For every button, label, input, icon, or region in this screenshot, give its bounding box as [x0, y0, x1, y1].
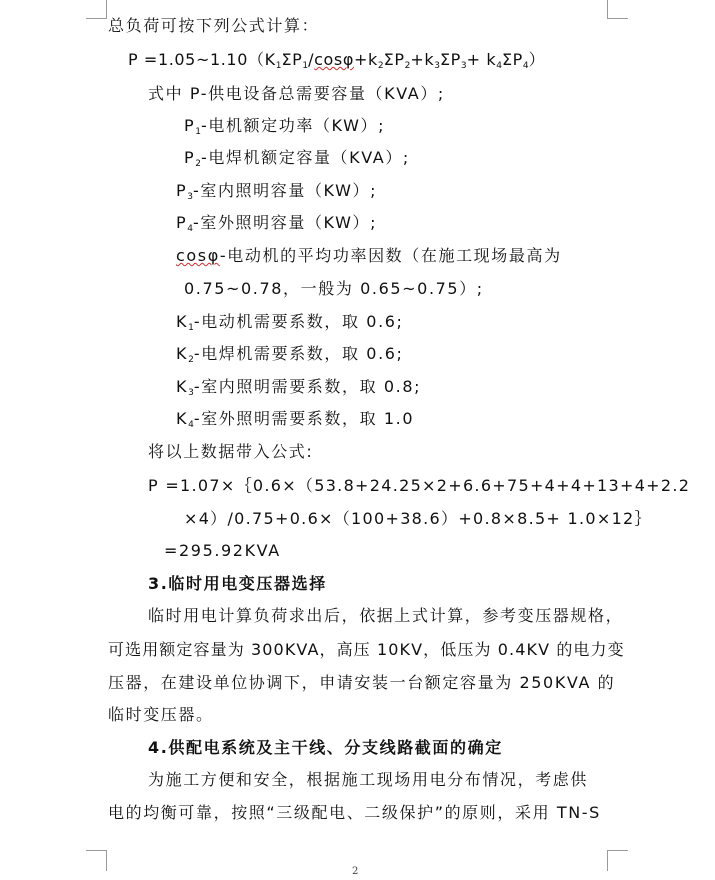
- def-p3: $P_3-$室内照明容量（KW）;: [176, 181, 378, 202]
- para3-line-2: 可选用额定容量为 300KVA，高压 10KV，低压为 0.4KV 的电力变: [108, 640, 625, 659]
- calc-line-2: ×4）/0.75+0.6×（100+38.6）+0.8×8.5+ 1.0×12｝: [184, 509, 652, 528]
- calc-result: =295.92KVA: [164, 541, 281, 560]
- substitute-line: 将以上数据带入公式:: [148, 442, 314, 461]
- intro-text: 总负荷可按下列公式计算：: [108, 16, 320, 35]
- para4-line-2: 电的均衡可靠，按照“三级配电、二级保护”的原则，采用 TN-S: [108, 803, 601, 822]
- section-heading-3: 3.临时用电变压器选择: [148, 574, 327, 593]
- cos-phi-term: cosφ: [314, 50, 355, 69]
- para4-line-1: 为施工方便和安全，根据施工现场用电分布情况，考虑供: [148, 770, 589, 789]
- crop-mark-top-left: [86, 0, 107, 19]
- def-k2: $K_2-$电焊机需要系数，取 0.6;: [176, 344, 404, 365]
- where-line: 式中 P-供电设备总需要容量（KVA）;: [148, 84, 445, 103]
- page-number: 2: [352, 866, 359, 877]
- def-p1: $P_1-$电机额定功率（KW）;: [184, 116, 386, 137]
- def-k4: $K_4-$室外照明需要系数，取 1.0: [176, 409, 415, 430]
- def-k1: $K_1-$电动机需要系数，取 0.6;: [176, 312, 404, 333]
- section-heading-4: 4.供配电系统及主干线、分支线路截面的确定: [148, 738, 503, 757]
- def-k3: $K_3-$室内照明需要系数，取 0.8;: [176, 377, 422, 398]
- para3-line-3: 压器，在建设单位协调下，申请安装一台额定容量为 250KVA 的: [108, 673, 616, 692]
- cos-phi-symbol: cosφ: [176, 246, 220, 265]
- def-cos-phi: cosφ-电动机的平均功率因数（在施工现场最高为: [176, 246, 562, 265]
- load-formula: $P =1.05\sim 1.10(K_1\Sigma P_1/\cos\varphi+k_2\Sigma P_2+k_3\Sigma P_3+ k_4\Sigma P_4)$: [128, 50, 546, 71]
- def-cos-phi-range: 0.75~0.78，一般为 0.65~0.75）;: [184, 279, 484, 298]
- crop-mark-bottom-right: [607, 850, 628, 871]
- crop-mark-top-right: [607, 0, 628, 19]
- def-p2: $P_2-$电焊机额定容量（KVA）;: [184, 148, 410, 169]
- def-p4: $P_4-$室外照明容量（KW）;: [176, 213, 378, 234]
- calc-line-1: P =1.07×｛0.6×（53.8+24.25×2+6.6+75+4+4+13+4+2.2: [148, 476, 691, 495]
- para3-line-1: 临时用电计算负荷求出后，依据上式计算，参考变压器规格，: [148, 606, 624, 625]
- crop-mark-bottom-left: [86, 850, 107, 871]
- para3-line-4: 临时变压器。: [108, 705, 214, 724]
